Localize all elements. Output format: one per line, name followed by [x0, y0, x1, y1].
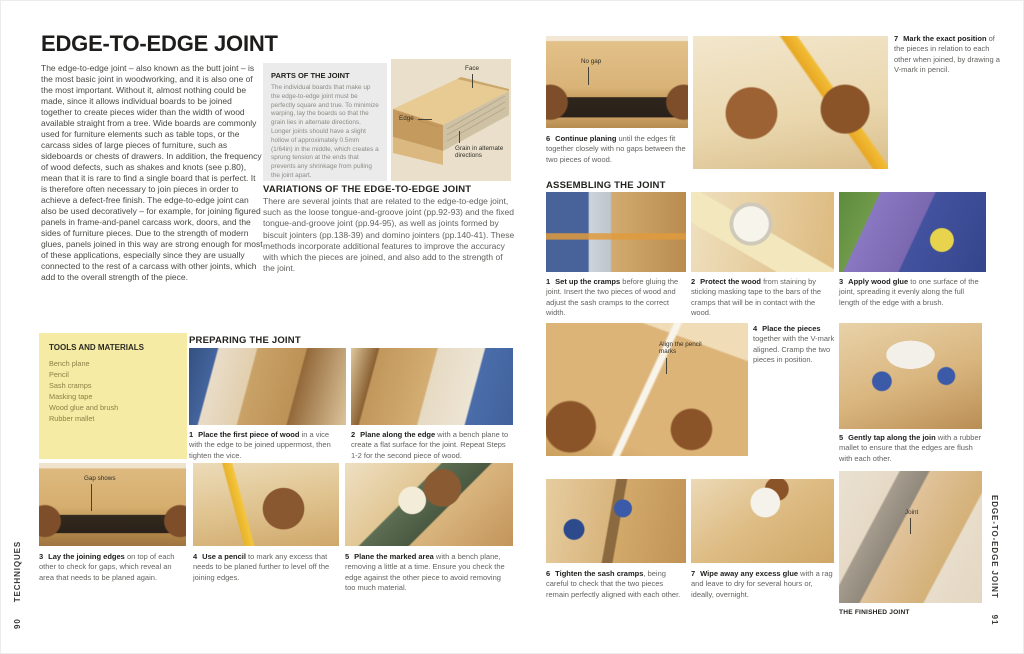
parts-box-body: The individual boards that make up the edge-to-edge joint must be perfectly square and true. To minimize warping, lay the boards so that the grain lies in alternate directions. Longer joints should have a slight hollow of approximately 0.5mm (1/64in) in the middle, which creates a sprung tension at the ends that prevents any shrinkage from pulling the joint apart. — [271, 84, 379, 179]
section-label-right: EDGE-TO-EDGE JOINT — [990, 495, 1000, 599]
caption-asm-step-1 — [546, 277, 684, 318]
page-number-right: 91 — [990, 614, 1000, 626]
tool-item: Pencil — [49, 370, 69, 379]
step-text: with a bench plane, removing a little at a time. Ensure you check the edge against the other piece to avoid removing too much material. — [345, 552, 505, 592]
step-text: with a rubber mallet to ensure that the edges are flush with each other. — [839, 433, 982, 463]
step-lead: Lay the joining edges — [48, 552, 125, 561]
step-text: in a vice with the edge to be joined uppermost, then tighten the vice. — [189, 430, 331, 460]
step-number: 4 — [753, 324, 758, 333]
photo-asm-step-3-apply-glue — [839, 192, 986, 272]
step-text: together with the V-mark aligned. Cramp the two pieces in position. — [753, 334, 835, 364]
step-lead: Apply wood glue — [848, 277, 909, 286]
joint-diagram — [391, 59, 511, 181]
step-number: 5 — [839, 433, 844, 442]
step-lead: Plane the marked area — [354, 552, 434, 561]
step-lead: Wipe away any excess glue — [700, 569, 799, 578]
annotation-line — [91, 484, 92, 511]
step-number: 1 — [189, 430, 194, 439]
tools-box-title: TOOLS AND MATERIALS — [49, 343, 144, 352]
annotation-line — [910, 518, 911, 534]
step-text: from staining by sticking masking tape to the bars of the cramps that will be in contact with the wood. — [691, 277, 822, 317]
annotation-gap-shows: Gap shows — [84, 475, 116, 482]
annotation-line — [472, 74, 473, 88]
caption-step-7-mark-position — [894, 34, 1006, 75]
tool-item: Rubber mallet — [49, 414, 95, 423]
step-number: 5 — [345, 552, 350, 561]
variations-title: VARIATIONS OF THE EDGE-TO-EDGE JOINT — [263, 184, 472, 195]
tools-list — [49, 358, 177, 424]
photo-prep-step-2-plane-edge — [351, 348, 513, 425]
caption-prep-step-4 — [193, 552, 335, 583]
step-lead: Plane along the edge — [360, 430, 436, 439]
step-lead: Protect the wood — [700, 277, 762, 286]
diagram-label-grain: Grain in alternate directions — [455, 145, 504, 160]
photo-step-7-pencil-vmark — [693, 36, 888, 169]
step-text: on top of each other to check for gaps, which reveal an area that needs to be planed again. — [39, 552, 175, 582]
step-text: before gluing the joint. Insert the two pieces of wood and adjust the sash cramps to the correct width. — [546, 277, 679, 317]
caption-prep-step-3 — [39, 552, 185, 583]
finished-joint-caption: THE FINISHED JOINT — [839, 609, 910, 616]
caption-asm-step-2 — [691, 277, 835, 318]
step-number: 1 — [546, 277, 551, 286]
photo-step-6-no-gap — [546, 36, 688, 128]
caption-prep-step-5 — [345, 552, 507, 593]
tool-item: Sash cramps — [49, 381, 92, 390]
step-lead: Mark the exact position — [903, 34, 987, 43]
step-text: with a rag and leave to dry for several hours or, ideally, overnight. — [691, 569, 833, 599]
tool-item: Masking tape — [49, 392, 93, 401]
photo-prep-step-1-vice — [189, 348, 346, 425]
caption-prep-step-2 — [351, 430, 511, 461]
caption-asm-step-3 — [839, 277, 985, 308]
step-number: 6 — [546, 569, 551, 578]
tool-item: Wood glue and brush — [49, 403, 119, 412]
step-number: 2 — [351, 430, 356, 439]
parts-box-title: PARTS OF THE JOINT — [271, 71, 350, 80]
step-text: , being careful to check that the two pieces remain perfectly aligned with each other. — [546, 569, 681, 599]
step-lead: Continue planing — [555, 134, 617, 143]
annotation-line — [459, 131, 460, 143]
step-lead: Set up the cramps — [555, 277, 621, 286]
step-number: 7 — [894, 34, 899, 43]
annotation-joint: Joint — [905, 509, 919, 516]
photo-prep-step-3-check-gaps — [39, 463, 186, 546]
photo-asm-step-6-tighten-cramps — [546, 479, 686, 563]
photo-prep-step-4-pencil-mark — [193, 463, 339, 546]
intro-paragraph: The edge-to-edge joint – also known as the butt joint – is the most basic joint in woodworking, and it is also one of the most important. Without it, almost nothing could be made, since it allows individual boards to be joined together to create pieces wider than the width of wood available straight from a tree. Wide boards are commonly used for furniture elements such as table tops, or the carcass sides of large pieces of furniture, such as sideboards or chests of drawers. In addition, the frequency of wood defects, such as shakes and knots (see p.80), mean that it is rare to find a single board that is perfect. It is therefore often necessary to join pieces in order to achieve a defect-free finish. The edge-to-edge joint can also be used decoratively – for example, for joining figured panels in frame-and-panel carcass work, doors, and the sides of furniture pieces. Due to the strength of modern glues, panels joined in this way are strong enough for most of these applications, especially since they are usually connected to the rest of a carcass with other joints, which add to the overall strength of the piece. — [41, 63, 263, 282]
photo-asm-step-5-mallet — [839, 323, 982, 429]
step-text: until the edges fit together closely with no gaps between the two pieces of wood. — [546, 134, 686, 164]
caption-asm-step-4 — [753, 324, 837, 365]
photo-asm-step-7-wipe-glue — [691, 479, 834, 563]
diagram-label-face: Face — [465, 65, 479, 72]
step-lead: Place the pieces — [762, 324, 821, 333]
photo-asm-step-1-setup-cramps — [546, 192, 686, 272]
tools-and-materials-box — [39, 333, 187, 459]
step-number: 6 — [546, 134, 551, 143]
caption-prep-step-1 — [189, 430, 341, 461]
step-text: to one surface of the joint, spreading it evenly along the full length of the edge with a brush. — [839, 277, 979, 307]
photo-finished-joint — [839, 471, 982, 603]
right-page-margin-strip — [989, 495, 1001, 631]
caption-step-6-continue-planing — [546, 134, 688, 165]
variations-body: There are several joints that are related to the edge-to-edge joint, such as the loose tongue-and-groove joint (pp.92-93) and the fixed tongue-and-groove joint (pp.94-95), as well as joints formed by biscuit jointers (pp.138-39) and domino jointers (pp.140-41). These methods incorporate additional features to improve the accuracy with which the pieces are joined, and also add to the strength of the joint. — [263, 196, 515, 274]
photo-asm-step-4-align-pieces — [546, 323, 748, 456]
preparing-section-title: PREPARING THE JOINT — [189, 335, 301, 346]
parts-of-the-joint-box — [263, 63, 387, 181]
diagram-label-edge: Edge — [399, 115, 414, 122]
caption-asm-step-7 — [691, 569, 833, 600]
annotation-line — [588, 67, 589, 85]
step-number: 4 — [193, 552, 198, 561]
step-number: 2 — [691, 277, 696, 286]
step-lead: Use a pencil — [202, 552, 246, 561]
step-lead: Place the first piece of wood — [198, 430, 300, 439]
step-text: to mark any excess that needs to be planed further to level off the joining edges. — [193, 552, 330, 582]
step-text: of the pieces in relation to each other when joined, by drawing a V-mark in pencil. — [894, 34, 1000, 74]
step-lead: Gently tap along the join — [848, 433, 936, 442]
annotation-line — [666, 358, 667, 374]
step-text: with a bench plane to create a flat surface for the joint. Repeat Steps 1-2 for the second piece of wood. — [351, 430, 509, 460]
step-number: 3 — [39, 552, 44, 561]
photo-prep-step-5-plane-marked — [345, 463, 513, 546]
annotation-no-gap: No gap — [581, 58, 602, 65]
caption-asm-step-5 — [839, 433, 985, 464]
page-number-left: 90 — [12, 618, 22, 629]
annotation-align-pencil-marks: Align the pencil marks — [659, 341, 702, 356]
left-page-margin-strip — [11, 523, 23, 629]
step-number: 7 — [691, 569, 696, 578]
step-number: 3 — [839, 277, 844, 286]
caption-asm-step-6 — [546, 569, 686, 600]
tool-item: Bench plane — [49, 359, 90, 368]
step-lead: Tighten the sash cramps — [555, 569, 644, 578]
annotation-line — [418, 119, 432, 120]
assembling-section-title: ASSEMBLING THE JOINT — [546, 180, 666, 191]
section-label-left: TECHNIQUES — [12, 540, 22, 603]
page-title: EDGE-TO-EDGE JOINT — [41, 31, 278, 56]
photo-asm-step-2-masking-tape — [691, 192, 834, 272]
